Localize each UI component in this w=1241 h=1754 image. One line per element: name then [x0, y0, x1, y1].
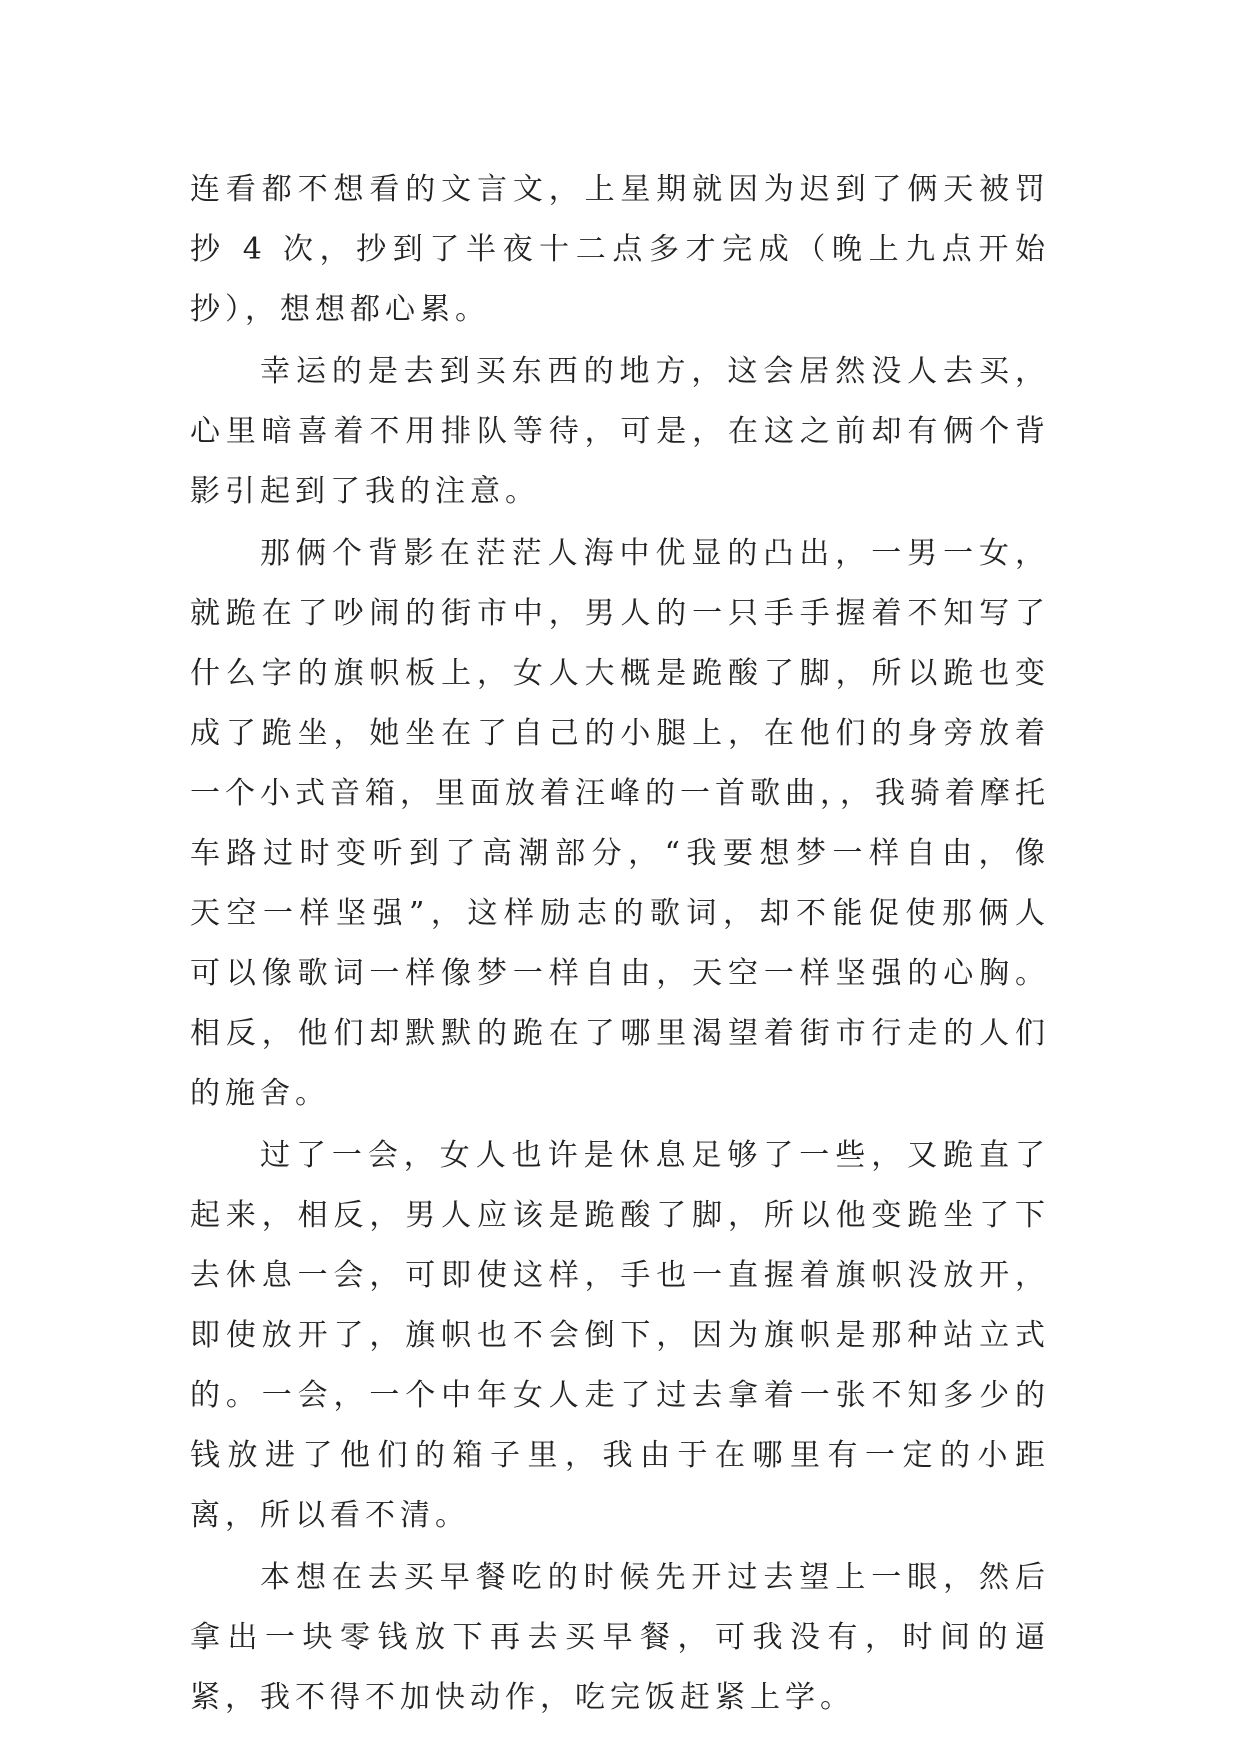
- paragraph-5: 本想在去买早餐吃的时候先开过去望上一眼，然后拿出一块零钱放下再去买早餐，可我没有，时间的逼紧，我不得不加快动作，吃完饭赶紧上学。: [190, 1560, 1050, 1715]
- document-body: [190, 160, 1050, 1730]
- paragraph-4: 过了一会，女人也许是休息足够了一些，又跪直了起来，相反，男人应该是跪酸了脚，所以他变跪坐了下去休息一会，可即使这样，手也一直握着旗帜没放开，即使放开了，旗帜也不会倒下，因为旗帜是那种站立式的。一会，一个中年女人走了过去拿着一张不知多少的钱放进了他们的箱子里，我由于在哪里有一定的小距离，所以看不清。: [190, 1138, 1050, 1533]
- paragraph-1: 连看都不想看的文言文，上星期就因为迟到了俩天被罚抄 4 次，抄到了半夜十二点多才完成（晚上九点开始抄），想想都心累。: [190, 172, 1050, 327]
- paragraph-3: 那俩个背影在茫茫人海中优显的凸出，一男一女，就跪在了吵闹的街市中，男人的一只手手握着不知写了什么字的旗帜板上，女人大概是跪酸了脚，所以跪也变成了跪坐，她坐在了自己的小腿上，在他们的身旁放着一个小式音箱，里面放着汪峰的一首歌曲，，我骑着摩托车路过时变听到了高潮部分，“我要想梦一样自由，像天空一样坚强”，这样励志的歌词，却不能促使那俩人可以像歌词一样像梦一样自由，天空一样坚强的心胸。相反，他们却默默的跪在了哪里渴望着街市行走的人们的施舍。: [190, 536, 1050, 1111]
- paragraph-2: 幸运的是去到买东西的地方，这会居然没人去买，心里暗喜着不用排队等待，可是，在这之前却有俩个背影引起到了我的注意。: [190, 354, 1050, 509]
